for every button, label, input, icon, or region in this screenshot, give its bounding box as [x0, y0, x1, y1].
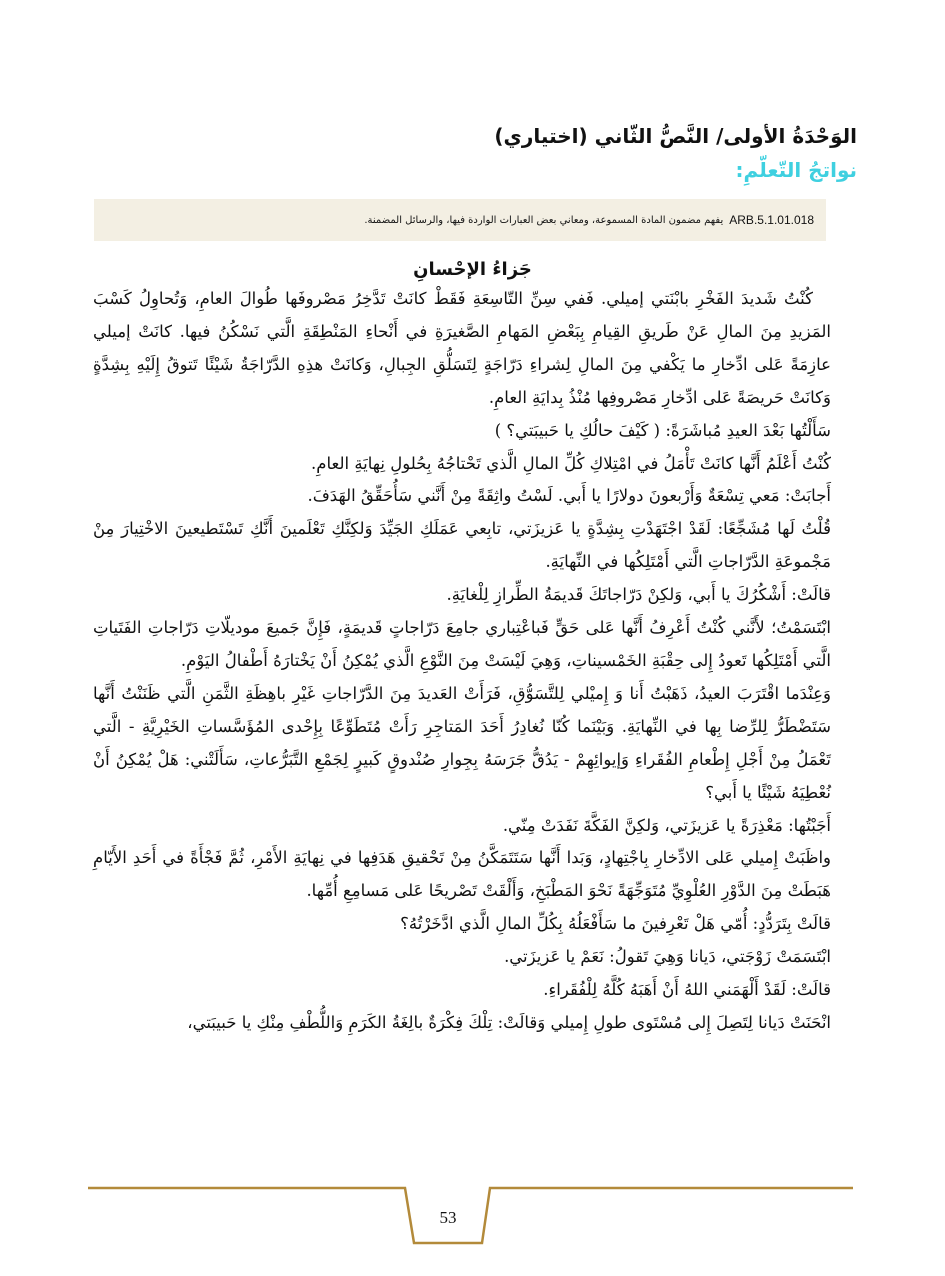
story-paragraph: سَأَلْتُها بَعْدَ العيدِ مُباشَرَةً: ( كَيْفَ حالُكِ يا حَبيبَتي؟ )	[494, 420, 831, 440]
story-title: جَزاءُ الإحْسانِ	[413, 259, 532, 280]
story-paragraph: قُلْتُ لَها مُشَجِّعًا: لَقَدْ اجْتَهَدْتِ بِشِدَّةٍ يا عَزيزَتي، تابِعي عَمَلَكِ الجَيِّدَ وَلكِنَّكِ تَعْلَمينَ أَنَّكِ تَسْتَطيعينَ الاخْتِيارَ مِنْ مَجْموعَةِ الدَّرّاجاتِ الَّتي أَمْتَلِكُها في النِّهايَةِ.	[93, 519, 831, 572]
story-paragraph: قالَتْ بِتَرَدُّدٍ: أُمّي هَلْ تَعْرِفينَ ما سَأَفْعَلُهُ بِكُلِّ المالِ الَّذي ادَّخَرْتُهُ؟	[400, 914, 831, 934]
page-number: 53	[439, 1208, 457, 1227]
story-paragraph: أَجَبْتُها: مَعْذِرَةً يا عَزيزَتي، وَلكِنَّ الفَكَّةَ نَفَدَتْ مِنّي.	[502, 815, 831, 835]
learning-outcomes-heading: نواتجُ التّعلّمِ:	[735, 158, 857, 182]
story-paragraph: أَجابَتْ: مَعي تِسْعَةٌ وَأَرْبعونَ دولارًا يا أَبي. لَسْتُ واثِقَةً مِنْ أَنَّني سَأُحَقِّقُ الهَدَفَ.	[307, 486, 831, 506]
story-paragraph: ابْتَسَمَتْ زَوْجَتي، دَيانا وَهِيَ تَقولُ: نَعَمْ يا عَزيزَتي.	[504, 947, 831, 967]
story-paragraph: قالَتْ: لَقَدْ أَلْهَمَني اللهُ أَنْ أَهَبَهُ كُلَّهُ لِلْفُقَراءِ.	[543, 980, 831, 1000]
unit-title: الوَحْدَةُ الأولى/ النَّصُّ الثّاني (اختياري)	[494, 124, 857, 148]
story-paragraph: وَعِنْدَما اقْتَرَبَ العيدُ، ذَهَبْتُ أَنا وَ إِميْلي لِلتَّسَوُّقِ، فَرَأَتْ العَديدَ مِنَ الدَّرّاجاتِ غَيْرِ باهِظَةِ الثَّمَنِ الَّتي ظَنَنْتُ أَنَّها سَتَضْطَرُّ لِلرِّضا بِها في النِّهايَةِ. وَبَيْنَما كُنّا نُغادِرُ أَحَدَ المَتاجِرِ رَأَتْ مُتَطَوِّعًا بِإِحْدى المُؤَسَّساتِ الخَيْرِيَّةِ - الَّتي تَعْمَلُ مِنْ أَجْلِ إِطْعامِ الفُقَراءِ وَإيوائِهِمْ - يَدُقُّ جَرَسَهُ بِجِوارِ صُنْدوقٍ كَبيرٍ لِجَمْعِ التَّبَرُّعاتِ، سَأَلَتْني: هَلْ يُمْكِنُ أَنْ نُعْطِيَهُ شَيْئًا يا أَبي؟	[93, 683, 831, 802]
story-paragraph: ابْتَسَمْتُ؛ لأَنَّني كُنْتُ أَعْرِفُ أَنَّها عَلى حَقٍّ فَباعْتِباري جامِعَ دَرّاجاتٍ قَديمَةٍ، فَإِنَّ جَميعَ موديلّاتِ دَرّاجاتِ الفَتَياتِ الَّتي أَمْتَلِكُها تَعودُ إِلى حِقْبَةِ الخَمْسيناتِ، وَهِيَ لَيْسَتْ مِنَ النَّوْعِ الَّذي يُمْكِنُ أَنْ يَخْتارَهُ أَطْفالُ اليَوْمِ.	[93, 618, 831, 670]
story-paragraph: قالَتْ: أَشْكُرُكَ يا أَبي، وَلكِنْ دَرّاجاتَكَ قَديمَةُ الطِّرازِ لِلْغايَةِ.	[446, 585, 831, 605]
story-paragraph: كُنْتُ شَديدَ الفَخْرِ بابْنَتي إميلي. فَفي سِنِّ التّاسِعَةِ فَقَطْ كانَتْ تَدَّخِرُ مَصْروفَها طُوالَ العامِ، وَتُحاوِلُ كَسْبَ المَزيدِ مِنَ المالِ عَنْ طَريقِ القِيامِ بِبَعْضِ المَهامِ الصَّغيرَةِ في أَنْحاءِ المَنْطِقَةِ الَّتي نَسْكُنُ فيها. كانَتْ إميلي عازِمَةً عَلى ادِّخارِ ما يَكْفي مِنَ المالِ لِشراءِ دَرّاجَةٍ لِتَسَلُّقِ الجِبالِ، وَكانَتْ هذِهِ الدَّرّاجَةُ شَيْئًا تَتوقُ إِلَيْهِ بِشِدَّةٍ وَكانَتْ حَريصَةً عَلى ادِّخارِ مَصْروفِها مُنْذُ بِدايَةِ العامِ.	[93, 289, 831, 407]
outcome-text: يفهم مضمون المادة المسموعة، ومعاني بعض العبارات الواردة فيها، والرسائل المضمنة.	[364, 214, 724, 226]
story-paragraph: كُنْتُ أَعْلَمُ أَنَّها كانَتْ تَأْمَلُ في امْتِلاكِ كُلِّ المالِ الَّذي تَحْتاجُهُ بِحُلولِ نِهايَةِ العامِ.	[311, 453, 831, 473]
outcome-code: ARB.5.1.01.018	[729, 213, 814, 227]
story-paragraph: انْحَنَتْ دَيانا لِتَصِلَ إِلى مُسْتَوى طولِ إِميلي وَقالَتْ: تِلْكَ فِكْرَةٌ بالِغَةُ الكَرَمِ وَاللُّطْفِ مِنْكِ يا حَبيبَتي،	[187, 1012, 831, 1032]
story-paragraph: واظَبَتْ إِميلي عَلى الادِّخارِ بِاجْتِهادٍ، وَبَدا أَنَّها سَتَتَمَكَّنُ مِنْ تَحْقيقِ هَدَفِها في نِهايَةِ الأَمْرِ، ثُمَّ فَجْأَةً في أَحَدِ الأَيّامِ هَبَطَتْ مِنَ الدَّوْرِ العُلْوِيِّ مُتَوَجِّهَةً نَحْوَ المَطْبَخِ، وَأَلْقَتْ تَصْريحًا عَلى مَسامِعِ أُمِّها.	[93, 848, 831, 901]
